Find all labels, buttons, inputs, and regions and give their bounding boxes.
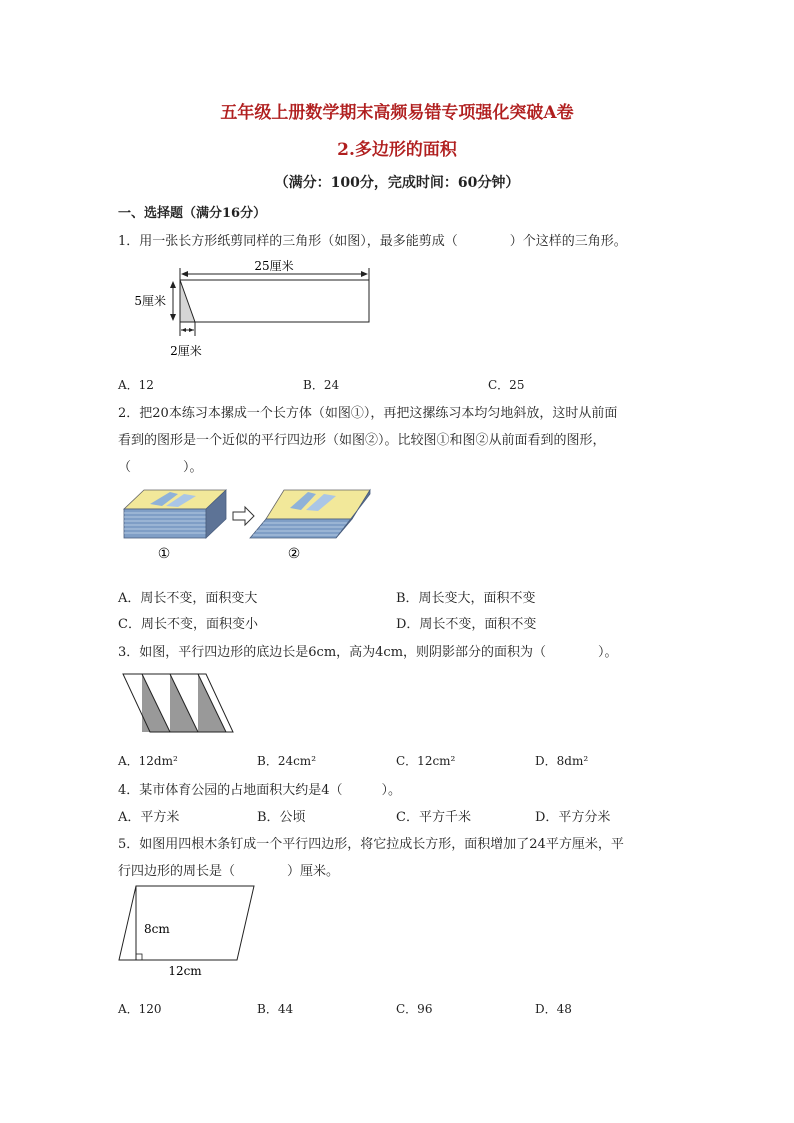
exam-info: （满分：100分，完成时间：60分钟） <box>274 175 520 191</box>
question-5-line1: 5．如图用四根木条钉成一个平行四边形，将它拉成长方形，面积增加了24平方厘米，平 <box>118 837 624 852</box>
q2-option-b[interactable]: B．周长变大，面积不变 <box>396 591 536 606</box>
q3-figure <box>120 672 240 736</box>
question-2-line2: 看到的图形是一个近似的平行四边形（如图②）。比较图①和图②从前面看到的图形， <box>118 433 606 448</box>
q2-option-c[interactable]: C．周长不变，面积变小 <box>118 617 258 632</box>
q1-triangle <box>180 280 195 322</box>
q4-option-c[interactable]: C．平方千米 <box>396 810 471 825</box>
question-2-line1: 2．把20本练习本摞成一个长方体（如图①），再把这摞练习本均匀地斜放，这时从前面 <box>118 406 618 421</box>
q3-option-c[interactable]: C．12cm² <box>396 754 456 768</box>
q1-figure <box>128 252 388 364</box>
q4-option-b[interactable]: B．公顷 <box>257 810 306 825</box>
q5-figure <box>118 884 263 980</box>
q5-option-c[interactable]: C．96 <box>396 1002 433 1016</box>
q2-figure <box>118 484 378 564</box>
q1-option-c[interactable]: C．25 <box>488 378 525 392</box>
q5-height-label: 8cm <box>144 922 170 936</box>
q1-rectangle <box>180 280 369 322</box>
q2-figure1-label: ① <box>157 546 171 562</box>
q1-option-a[interactable]: A．12 <box>118 378 154 392</box>
q4-option-d[interactable]: D．平方分米 <box>535 810 611 825</box>
q3-option-d[interactable]: D．8dm² <box>535 754 589 768</box>
question-4: 4．某市体育公园的占地面积大约是4（ ）。 <box>118 783 402 798</box>
page-subtitle: 2.多边形的面积 <box>337 140 457 160</box>
q1-length-label: 25厘米 <box>254 259 294 273</box>
section-title: 一、选择题（满分16分） <box>118 206 267 221</box>
q1-width-label: 5厘米 <box>134 294 166 308</box>
q1-base-label: 2厘米 <box>170 344 202 358</box>
q2-option-d[interactable]: D．周长不变，面积不变 <box>396 617 537 632</box>
q2-figure2-label: ② <box>287 546 301 562</box>
q5-parallelogram <box>119 886 254 960</box>
q5-base-label: 12cm <box>168 964 202 978</box>
q3-option-a[interactable]: A．12dm² <box>118 754 178 768</box>
q5-option-d[interactable]: D．48 <box>535 1002 572 1016</box>
q5-option-a[interactable]: A．120 <box>118 1002 162 1016</box>
q5-option-b[interactable]: B．44 <box>257 1002 294 1016</box>
q2-option-a[interactable]: A．周长不变，面积变大 <box>118 591 258 606</box>
page-title: 五年级上册数学期末高频易错专项强化突破A卷 <box>220 103 574 123</box>
q4-option-a[interactable]: A．平方米 <box>118 810 180 825</box>
question-5-line2: 行四边形的周长是（ ）厘米。 <box>118 864 340 879</box>
question-3: 3．如图，平行四边形的底边长是6cm，高为4cm，则阴影部分的面积为（ ）。 <box>118 645 618 660</box>
question-1: 1．用一张长方形纸剪同样的三角形（如图），最多能剪成（ ）个这样的三角形。 <box>118 234 627 249</box>
q3-option-b[interactable]: B．24cm² <box>257 754 316 768</box>
question-2-line3: （ ）。 <box>118 460 203 475</box>
q1-option-b[interactable]: B．24 <box>303 378 340 392</box>
